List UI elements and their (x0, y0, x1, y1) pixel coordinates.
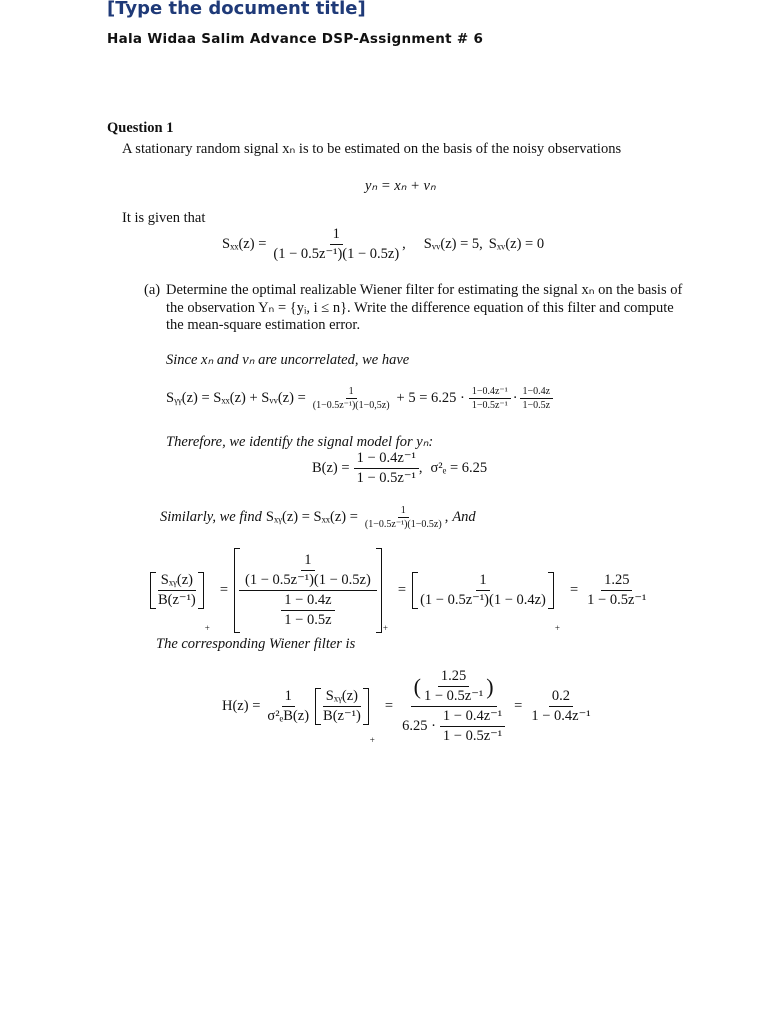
inner-den: (1 − 0.5z⁻¹)(1 − 0.4z) (420, 592, 546, 608)
bzinv-label: B(z⁻¹) (158, 592, 196, 608)
sxv-value: Sₓᵥ(z) = 0 (488, 236, 545, 252)
equals-2: = (397, 582, 407, 598)
part-a-label: (a) (144, 282, 161, 298)
plus-subscript-1: + (204, 623, 210, 633)
syy-lhs: Sᵧᵧ(z) = Sₓₓ(z) + Sᵥᵥ(z) = (166, 390, 306, 406)
factor-2-den: 1−0.5z (522, 400, 551, 411)
hz-125-fraction (421, 668, 486, 705)
bz-denominator: 1 − 0.5z⁻¹ (356, 470, 416, 486)
bz-lhs: B(z) = (312, 460, 350, 476)
bz-equation (312, 450, 487, 487)
compound-numerator (239, 552, 377, 591)
hz-result-den: 1 − 0.4z⁻¹ (531, 708, 591, 724)
identify-text: Therefore, we identify the signal model for yₙ: (166, 434, 434, 450)
sigma-value: σ²ₑ = 6.25 (430, 460, 488, 476)
plus-subscript-2: + (382, 623, 388, 633)
observation-equation: yₙ = xₙ + vₙ (365, 178, 436, 194)
document-subtitle: Hala Widaa Salim Advance DSP-Assignment # 6 (107, 31, 484, 47)
compound-fraction (239, 552, 377, 629)
causal-part-equation (150, 548, 649, 633)
bz-numerator: 1 − 0.4z⁻¹ (354, 450, 419, 469)
sxy-over-b-bracket (150, 572, 204, 609)
hz-prefactor (264, 688, 312, 725)
hz-prefactor-den: σ²ₑB(z) (267, 708, 310, 724)
equals-1: = (219, 582, 229, 598)
sxy-comma: , (444, 509, 449, 525)
inner-fraction (417, 572, 549, 609)
sxx-equation (222, 226, 544, 263)
and-text: And (452, 509, 476, 525)
hz-inner-num: 1 − 0.4z⁻¹ (440, 708, 505, 727)
hz-result (528, 688, 593, 725)
part-a-line-3: the mean-square estimation error. (166, 317, 361, 333)
uncorrelated-text: Since xₙ and vₙ are uncorrelated, we have (166, 352, 410, 368)
hz-625: 6.25 · (402, 718, 436, 734)
question-heading: Question 1 (107, 120, 174, 136)
hz-sxy-over-b (320, 688, 364, 725)
wiener-intro-text: The corresponding Wiener filter is (156, 636, 356, 652)
syy-small-den: (1−0.5z⁻¹)(1−0,5z) (312, 400, 390, 411)
factor-1-den: 1−0.5z⁻¹ (471, 400, 508, 411)
syy-factor-2 (520, 386, 554, 411)
hz-bracket (315, 688, 369, 725)
sxx-numerator: 1 (330, 226, 343, 245)
part-a-line-2: the observation Yₙ = {yᵢ, i ≤ n}. Write the difference equation of this filter and compute (166, 300, 674, 316)
syy-factor-1 (469, 386, 511, 411)
question-intro: A stationary random signal xₙ is to be estimated on the basis of the noisy observations (122, 141, 622, 157)
hz-sxy: Sₓᵧ(z) (323, 688, 361, 707)
sxy-small-num: 1 (398, 505, 409, 518)
hz-big-den (399, 707, 508, 745)
hz-prefactor-num: 1 (282, 688, 295, 707)
hz-bzinv: B(z⁻¹) (323, 708, 361, 724)
hz-big-fraction (399, 668, 508, 745)
part-a-line-1: Determine the optimal realizable Wiener filter for estimating the signal xₙ on the basis of (166, 282, 683, 298)
hz-inner-den: 1 − 0.5z⁻¹ (442, 728, 503, 744)
upper-fraction (242, 552, 374, 589)
sxy-over-b (155, 572, 199, 609)
inner-num: 1 (476, 572, 489, 591)
svv-value: Sᵥᵥ(z) = 5, (423, 236, 483, 252)
big-bracket (234, 548, 382, 633)
sxy-lhs: Sₓᵧ(z) = Sₓₓ(z) = (265, 509, 358, 525)
equals-3: = (569, 582, 579, 598)
hz-125-num: 1.25 (438, 668, 469, 687)
sxx-comma: , (402, 236, 406, 252)
bz-comma: , (418, 460, 423, 476)
upper-num: 1 (301, 552, 314, 571)
plus-subscript-4: + (369, 735, 375, 745)
inner-bracket (412, 572, 554, 609)
sxy-small-den: (1−0.5z⁻¹)(1−0.5z) (364, 519, 442, 530)
hz-125-den: 1 − 0.5z⁻¹ (423, 688, 484, 704)
lower-fraction (281, 592, 334, 629)
similarly-line (160, 505, 476, 530)
hz-big-num: ( $\frac{1.25}{\text{1 − 0.5z⁻¹}}$ ) (411, 668, 497, 707)
lower-den: 1 − 0.5z (284, 612, 332, 628)
hz-equation (222, 668, 594, 745)
syy-small-num: 1 (346, 386, 357, 399)
hz-lhs: H(z) = (222, 698, 261, 714)
sxy-small-fraction (362, 505, 445, 530)
sxx-denominator: (1 − 0.5z⁻¹)(1 − 0.5z) (273, 246, 400, 262)
sxy-label: Sₓᵧ(z) (158, 572, 196, 591)
document-title: [Type the document title] (107, 0, 366, 19)
syy-equation: Sᵧᵧ(z) = Sₓₓ(z) + Sᵥᵥ(z) = $\frac{1}{\text{(1−0.5z⁻¹)(1−0,5z)}}$ + 5 = 6.25 · $\frac{\text{1−0.4z⁻¹}}{\text{1−0.5z⁻¹}}$ · $\frac{1-0.4z}{1-0.5z}$ (166, 386, 553, 411)
syy-plus5: + 5 = 6.25 · (396, 390, 465, 406)
sxx-fraction (270, 226, 402, 263)
factor-1-num: 1−0.4z⁻¹ (469, 386, 511, 399)
equals-5: = (514, 698, 523, 714)
hz-inner-fraction (440, 708, 505, 745)
factor-2-num: 1−0.4z (520, 386, 554, 399)
bz-fraction (354, 450, 419, 487)
sxx-lhs: Sₓₓ(z) = (222, 236, 267, 252)
equals-4: = (384, 698, 394, 714)
hz-result-num: 0.2 (549, 688, 573, 707)
lower-num: 1 − 0.4z (281, 592, 334, 611)
compound-denominator (278, 591, 337, 629)
causal-result (584, 572, 649, 609)
given-text: It is given that (122, 210, 206, 226)
causal-result-num: 1.25 (601, 572, 632, 591)
similarly-text: Similarly, we find (160, 509, 262, 525)
causal-result-den: 1 − 0.5z⁻¹ (587, 592, 647, 608)
plus-subscript-3: + (554, 623, 560, 633)
syy-small-fraction (310, 386, 393, 411)
upper-den: (1 − 0.5z⁻¹)(1 − 0.5z) (245, 572, 371, 588)
